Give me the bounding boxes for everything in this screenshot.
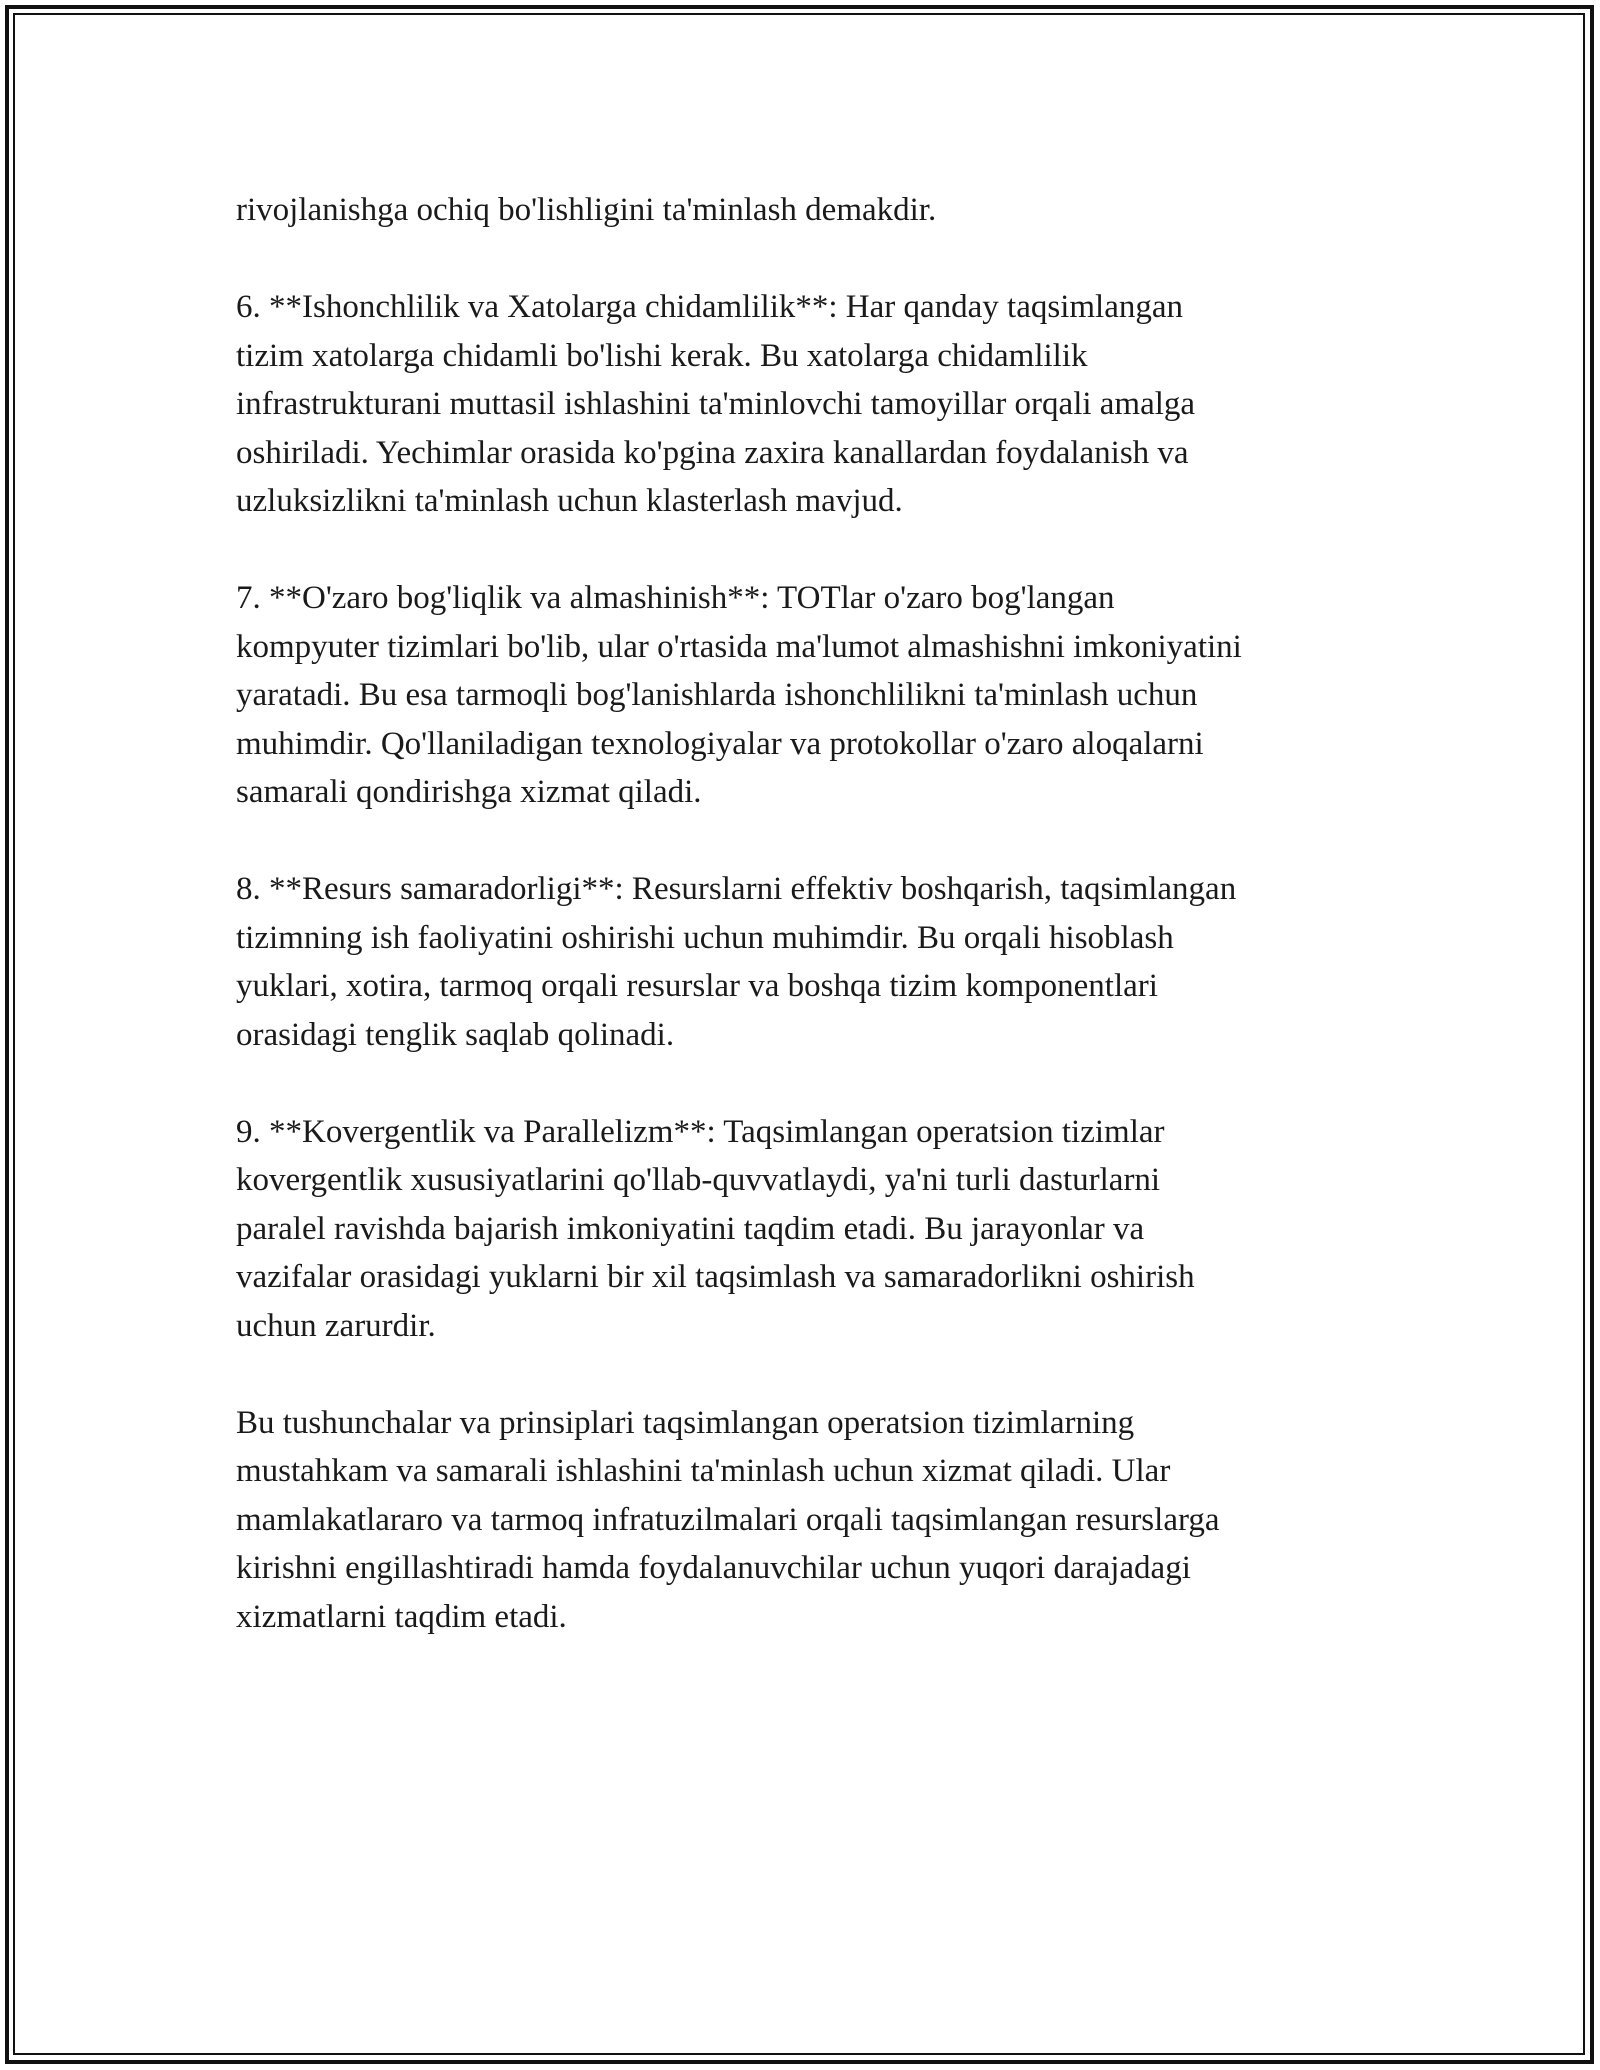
document-body bbox=[236, 186, 1366, 1690]
paragraph-conclusion: Bu tushunchalar va prinsiplari taqsimlangan operatsion tizimlarning mustahkam va samarali ishlashini ta'minlash uchun xizmat qiladi. Ular mamlakatlararo va tarmoq infratuzilmalari orqali taqsimlangan resurslarga kirishni engillashtiradi hamda foydalanuvchilar uchun yuqori darajadagi xizmatlarni taqdim etadi. bbox=[236, 1404, 1220, 1635]
paragraph-item-7-interconnection: 7. **O'zaro bog'liqlik va almashinish**: TOTlar o'zaro bog'langan kompyuter tizimlari bo'lib, ular o'rtasida ma'lumot almashishni imkoniyatini yaratadi. Bu esa tarmoqli bog'lanishlarda ishonchlilikni ta'minlash uchun muhimdir. Qo'llaniladigan texnologiyalar va protokollar o'zaro aloqalarni samarali qondirishga xizmat qiladi. bbox=[236, 580, 1242, 810]
paragraph-item-9-convergence: 9. **Kovergentlik va Parallelizm**: Taqsimlangan operatsion tizimlar kovergentlik xususiyatlarini qo'llab-quvvatlaydi, ya'ni turli dasturlarni paralel ravishda bajarish imkoniyatini taqdim etadi. Bu jarayonlar va vazifalar orasidagi yuklarni bir xil taqsimlash va samaradorlikni oshirish uchun zarurdir. bbox=[236, 1113, 1195, 1344]
paragraph-item-6-reliability: 6. **Ishonchlilik va Xatolarga chidamlilik**: Har qanday taqsimlangan tizim xatolarga chidamli bo'lishi kerak. Bu xatolarga chidamlilik infrastrukturani muttasil ishlashini ta'minlovchi tamoyillar orqali amalga oshiriladi. Yechimlar orasida ko'pgina zaxira kanallardan foydalanish va uzluksizlikni ta'minlash uchun klasterlash mavjud. bbox=[236, 289, 1196, 519]
paragraph-intro-continuation: rivojlanishga ochiq bo'lishligini ta'minlash demakdir. bbox=[236, 192, 937, 228]
paragraph-item-8-resource-efficiency: 8. **Resurs samaradorligi**: Resurslarni effektiv boshqarish, taqsimlangan tizimning ish faoliyatini oshirishi uchun muhimdir. Bu orqali hisoblash yuklari, xotira, tarmoq orqali resurslar va boshqa tizim komponentlari orasidagi tenglik saqlab qolinadi. bbox=[236, 871, 1237, 1053]
